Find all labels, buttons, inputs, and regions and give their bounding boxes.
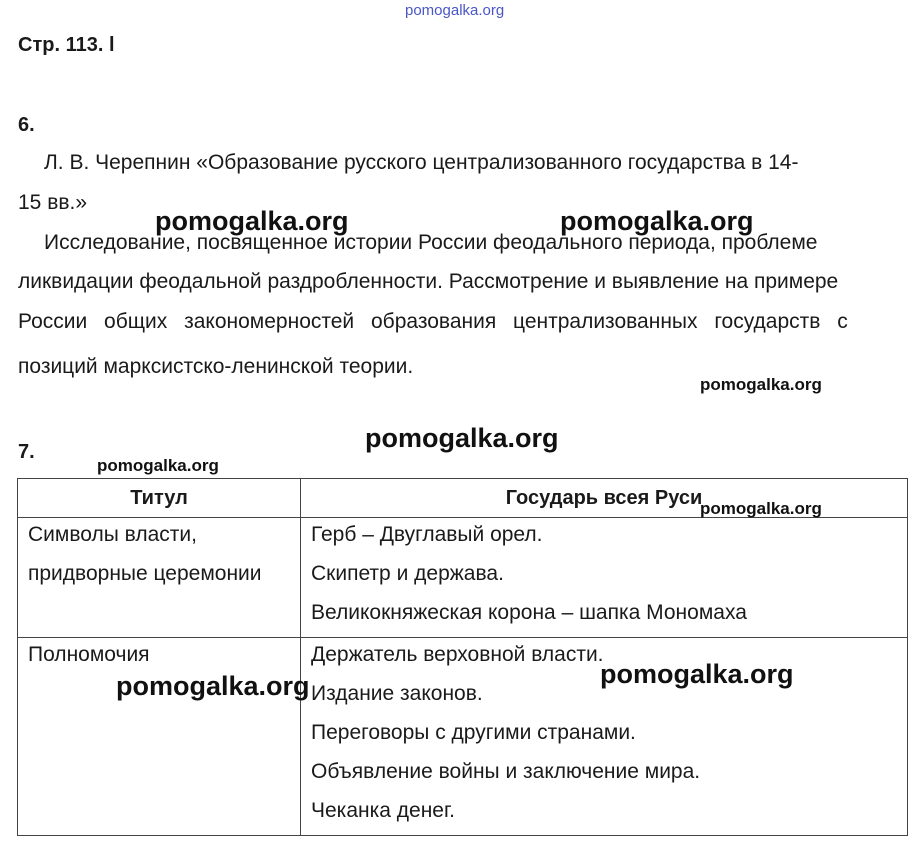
powers-table xyxy=(17,478,908,836)
cell-line: Герб – Двуглавый орел. xyxy=(311,523,543,546)
section-7-number: 7. xyxy=(18,441,35,463)
watermark: pomogalka.org xyxy=(155,206,349,236)
table-cell-left xyxy=(18,638,301,836)
section-6-line-3: Исследование, посвященное истории России феодального периода, проблеме xyxy=(44,231,818,254)
table-header-title: Титул xyxy=(18,479,301,518)
watermark: pomogalka.org xyxy=(560,206,754,236)
cell-line: Полномочия xyxy=(28,643,150,666)
cell-line: Чеканка денег. xyxy=(311,799,455,822)
cell-line: Скипетр и держава. xyxy=(311,562,504,585)
watermark: pomogalka.org xyxy=(600,659,794,689)
section-6-line-2: 15 вв.» xyxy=(18,191,88,214)
cell-line: Держатель верховной власти. xyxy=(311,643,604,666)
table-header-sovereign: Государь всея Руси xyxy=(301,479,908,518)
cell-line: Великокняжеская корона – шапка Мономаха xyxy=(311,601,747,624)
section-6-line-6: позиций марксистско-ленинской теории. xyxy=(18,355,414,378)
table-cell-right xyxy=(301,518,908,638)
section-6-line-5: России общих закономерностей образования централизованных государств с xyxy=(18,310,848,333)
watermark: pomogalka.org xyxy=(700,499,822,518)
section-6-number: 6. xyxy=(18,114,35,136)
page-title: Стр. 113. l xyxy=(18,34,115,56)
watermark-top: pomogalka.org xyxy=(405,2,505,19)
watermark: pomogalka.org xyxy=(116,671,310,701)
cell-line: Переговоры с другими странами. xyxy=(311,721,636,744)
watermark: pomogalka.org xyxy=(97,456,219,475)
watermark: pomogalka.org xyxy=(365,423,559,453)
section-6-line-4: ликвидации феодальной раздробленности. Рассмотрение и выявление на примере xyxy=(18,270,839,293)
cell-line: Символы власти, xyxy=(28,523,197,546)
cell-line: Объявление войны и заключение мира. xyxy=(311,760,701,783)
section-6-line-1: Л. В. Черепнин «Образование русского централизованного государства в 14- xyxy=(44,151,799,174)
table-cell-left xyxy=(18,518,301,638)
cell-line: придворные церемонии xyxy=(28,562,262,585)
cell-line: Издание законов. xyxy=(311,682,483,705)
watermark: pomogalka.org xyxy=(700,375,822,394)
table-row xyxy=(18,518,908,638)
